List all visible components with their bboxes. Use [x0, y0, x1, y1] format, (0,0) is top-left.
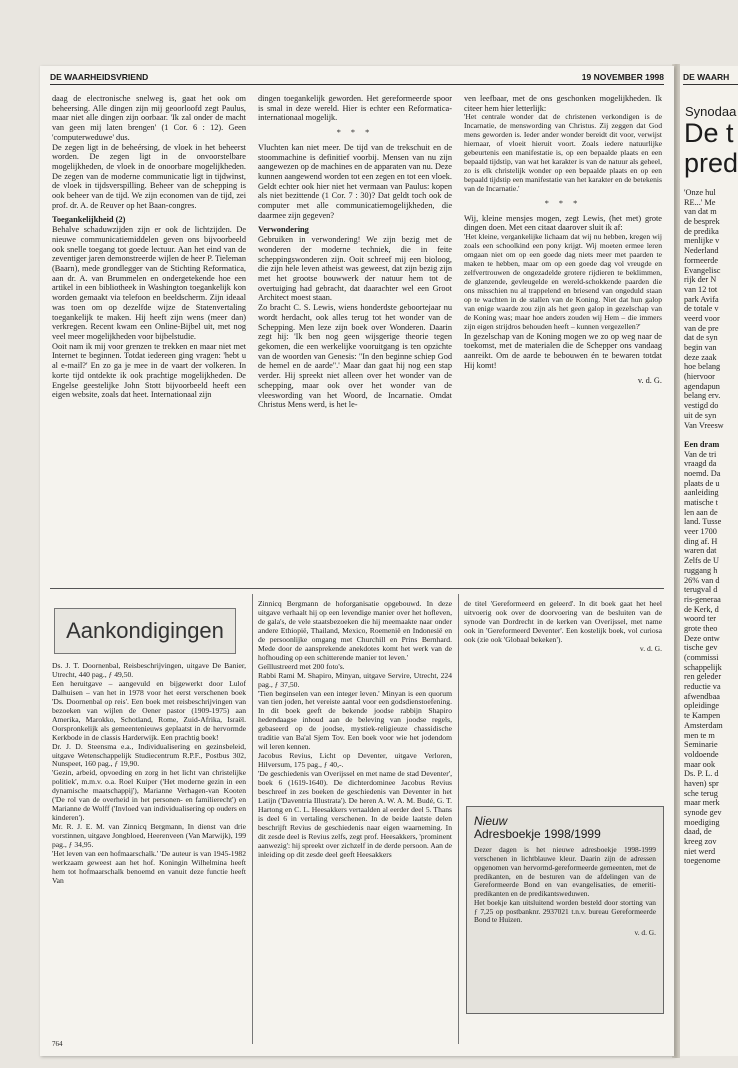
adjacent-text-line: synode gev: [684, 808, 722, 817]
paragraph: ven leefbaar, met de ons geschonken mogelijkheden. Ik citeer hem hier letterlijk:: [464, 94, 662, 113]
adjacent-text-line: Deze ontw: [684, 633, 720, 643]
adjacent-text-line: 'Onze hul: [684, 188, 716, 197]
issue-date: 19 NOVEMBER 1998: [581, 72, 664, 82]
adjacent-text-line: de Kerk, d: [684, 604, 719, 614]
paragraph: daag de electronische snelweg is, gaat het ook om beheersing. Alle dingen zijn mij geoorloofd zegt Paulus, maar niet alle dingen zijn oorbaar. 'Ik zal onder de macht van geen mij laten brengen' (1 Cor. 6 : 12). Geen 'computerweduwe' dus.: [52, 94, 246, 142]
adjacent-text-line: belang erv.: [684, 391, 721, 401]
adjacent-text-line: RE...' Me: [684, 197, 716, 207]
adjacent-text: [684, 188, 738, 866]
adjacent-text-line: Seminarie: [684, 740, 718, 750]
adjacent-text-line: van de pre: [684, 323, 719, 333]
adjacent-text-line: dat de syn: [684, 333, 718, 343]
announcement-item: 'Gezin, arbeid, opvoeding en zorg in het licht van christelijke politiek', m.m.v. o.a. Roel Kuiper ('Het moderne gezin in een dynamische maatschappij'), Marianne Verhagen-van Kooten ('De rol van de overheid in het personen- en familierecht') en Marianne de Wolff ('Invloed van individualisering op ouders en kinderen').: [52, 768, 246, 823]
announcements-column-3: [464, 600, 662, 750]
adjacent-text-line: formeerde: [684, 255, 719, 265]
block-quote: 'Het centrale wonder dat de christenen verkondigen is de Incarnatie, de menswording van Christus. Zij zeggen dat God mens geworden is. Ieder ander wonder bereidt dit voor, verwijst hiernaar, of vloeit hieruit voort. Zoals iedere natuurlijke gebeurtenis een manifestatie is, op een bepaalde plaats en een bepaald tijdstip, van wat het karakter is van de natuur als geheel, zo is elk christelijk wonder op een bepaalde plaats en op een bepaald tijdstip een manifestatie van het karakter en de betekenis van de Incarnatie.': [464, 112, 662, 194]
column-rule: [458, 594, 459, 1044]
adjacent-text-line: Evangelisc: [684, 265, 721, 275]
adjacent-text-line: reductie va: [684, 682, 721, 692]
adjacent-text-line: veer 1700: [684, 527, 717, 537]
adjacent-text-line: woord ter: [684, 614, 717, 624]
adjacent-text-line: sche terug: [684, 788, 718, 798]
adjacent-text-line: len aan de: [684, 507, 718, 517]
adjacent-text-line: haven) spr: [684, 778, 719, 788]
adjacent-header: DE WAARH: [683, 72, 738, 85]
block-quote: 'Het kleine, vergankelijke lichaam dat wij nu hebben, kregen wij zoals een schoolkind een pony krijgt. Wij moeten ermee leren omgaan niet om op een goede dag niets meer met paarden te maken te hebben, maar om op een goede dag vol vreugde en zelfvertrouwen de ongezadelde grotere rijdieren te beklimmen, de glanzende, gevleugelde en wereld-schokkende paarden die ons misschien nu al trappelend en briesend van ongeduld staan op te wachten in de stallen van de Koning. Niet dat hun galop van enige waarde zou zijn als het geen galop in gezelschap van de Koning was; maar hoe anders zouden wij Hem – die immers zijn eigen strijdros behouden heeft – kunnen vergezellen?': [464, 232, 662, 331]
adjacent-text-line: [684, 430, 738, 440]
adjacent-page: [680, 66, 738, 1056]
adresboekje-notice-box: [466, 806, 664, 1014]
adjacent-text-line: Van Vreesw: [684, 420, 724, 430]
paragraph: Wij, kleine mensjes mogen, zegt Lewis, (het met) grote dingen doen. Met een citaat daarover sluit ik af:: [464, 213, 662, 233]
adjacent-text-line: van dat m: [684, 207, 717, 217]
announcement-item: 'Het leven van een hofmaarschalk.' 'De auteur is van 1945-1982 werkzaam geweest aan het hof. Koningin Wilhelmina heeft hem tot hofmaarschalk benoemd en vanuit deze functie heeft Van: [52, 849, 246, 885]
page-number: 764: [52, 1040, 63, 1048]
adjacent-text-line: Van de tri: [684, 449, 717, 459]
adjacent-text-line: schappelijk: [684, 662, 722, 672]
adjacent-text-line: opleidinge: [684, 701, 720, 711]
paragraph: De zegen ligt in de beheérsing, de vloek in het beheerst worden. De zegen ligt in de onvoorstelbare mogelijkheden, de vloek in de onoorbare mogelijkheden. De zegen van de moderne communicatie ligt in tijdwinst, de vloek in tijdsverspilling. Beheer van de schepping is ook beheer van de tijd. We zijn economen van de tijd, zei prof. dr. A. de Reuver op het Baan-congres.: [52, 142, 246, 210]
paragraph: In gezelschap van de Koning mogen we zo op weg naar de toekomst, met de materialen die de Schepper ons vandaag aanreikt. Om de aarde te bebouwen én te bewaren totdat Hij komt!: [464, 331, 662, 370]
notice-text: Het boekje kan uitsluitend worden besteld door storting van ƒ 7,25 op postbanknr. 2937021 t.n.v. bureau Gereformeerde Bond te Huizen.: [474, 897, 656, 925]
adjacent-text-line: waren dat: [684, 546, 717, 556]
announcement-item: de titel 'Gereformeerd en geleerd'. In dit boek gaat het heel uitvoerig ook over de doorvoering van de besluiten van de synode van Dordrecht in de kerken van Overijssel, met name ook in 'Gereformeerd Deventer'. Een kostelijk boek, vol curiosa ook (zie ook 'Globaal bekeken').: [464, 600, 662, 644]
author-signature: v. d. G.: [634, 927, 656, 937]
publication-name: DE WAARHEIDSVRIEND: [50, 72, 149, 82]
adjacent-text-line: park Avifa: [684, 294, 719, 304]
paragraph: Vluchten kan niet meer. De tijd van de trekschuit en de stoommachine is definitief voorbij. Mensen van nu zijn aangewezen op de machines en de apparaten van nu. Deze kunnen aangewend worden tot een zegen en tot een vloek. Geldt echter ook hier niet het vermaan van Paulus: kopen als niet bezittende (1 Cor. 7 : 30)? Dat geldt toch ook de computer met alle communicatiemogelijkheden, die daarmee zijn gegeven?: [258, 142, 452, 220]
notice-text: Dezer dagen is het nieuwe adresboekje 1998-1999 verschenen in lichtblauwe kleur. Daarin zijn de adressen opgenomen van hervormd-gereformeerde gemeenten, met de predikanten, en de besturen van de afdelingen van de Gereformeerde Bond en van evangelisaties, de emeriti-predikanten en de predikantsweduwen.: [474, 845, 656, 899]
adjacent-text-line: vestigd do: [684, 401, 719, 411]
adjacent-text-line: de totale v: [684, 304, 719, 314]
adjacent-title-line: De t: [684, 118, 734, 148]
announcements-column-2: [258, 600, 452, 1020]
adjacent-text-line: tische gev: [684, 643, 718, 653]
adjacent-text-line: veerd voor: [684, 313, 720, 323]
announcement-item: Ds. J. T. Doornenbal, Reisbeschrijvingen, uitgave De Banier, Utrecht, 440 pag., ƒ 49,50.: [52, 662, 246, 679]
adjacent-text-line: noemd. Da: [684, 468, 721, 478]
adjacent-kicker: Synodaa: [685, 104, 737, 119]
notice-title: Adresboekje 1998/1999: [474, 827, 601, 842]
column-rule: [252, 594, 253, 1044]
article-column-1: [52, 94, 246, 584]
adjacent-text-line: land. Tusse: [684, 517, 722, 527]
adjacent-text-line: deze zaak: [684, 352, 717, 362]
adjacent-text-line: vraagd da: [684, 459, 717, 469]
adjacent-text-line: ris-generaa: [684, 594, 721, 604]
adjacent-text-line: moediging: [684, 817, 720, 827]
adjacent-text-line: niet werd: [684, 846, 716, 856]
adjacent-text-line: ren geleder: [684, 672, 722, 682]
adjacent-text-line: maar ook: [684, 759, 716, 769]
announcement-item: Jacobus Revius, Licht op Deventer, uitgave Verloren, Hilversum, 175 pag., ƒ 40,-.: [258, 751, 452, 770]
adjacent-text-line: matische t: [684, 498, 718, 507]
adjacent-text-line: de besprek: [684, 217, 720, 227]
adjacent-text-line: begin van: [684, 343, 717, 352]
adjacent-text-line: (hiervoor: [684, 372, 715, 382]
adjacent-text-line: daad, de: [684, 827, 712, 837]
adjacent-text-line: van 12 tot: [684, 284, 718, 294]
adjacent-text-line: plaats de u: [684, 478, 720, 488]
adjacent-text-line: te Kampen: [684, 711, 721, 721]
adjacent-text-line: terugval d: [684, 585, 718, 595]
announcement-item: Rabbi Rami M. Shapiro, Minyan, uitgave Servire, Utrecht, 224 pag., ƒ 37,50.: [258, 670, 452, 689]
adjacent-text-line: ding af. H: [684, 536, 718, 546]
adjacent-text-line: ruggang h: [684, 565, 718, 575]
adjacent-text-line: Ds. P. L. d: [684, 769, 719, 779]
section-divider: * * *: [544, 198, 582, 208]
adjacent-text-line: voldoende: [684, 749, 719, 759]
article-column-3: [464, 94, 662, 584]
announcements-column-1: [52, 662, 246, 1042]
article-column-2: [258, 94, 452, 584]
announcements-heading: Aankondigingen: [54, 608, 236, 654]
adjacent-text-line: aanleiding: [684, 488, 719, 498]
adjacent-text-line: afwendbaa: [684, 691, 720, 701]
subheading: Toegankelijkheid (2): [52, 215, 126, 225]
adjacent-text-line: toegenome: [684, 856, 721, 866]
adjacent-title-line: pred: [684, 148, 738, 179]
section-rule: [50, 588, 664, 589]
adjacent-text-line: Zelfs de U: [684, 556, 720, 566]
adjacent-text-line: menlijke v: [684, 236, 720, 246]
newspaper-page: [40, 66, 674, 1056]
author-signature: v. d. G.: [637, 376, 662, 386]
announcement-item: 'De geschiedenis van Overijssel en met name de stad Deventer', boek 6 (1619-1640). De dichterdominee Jacobus Revius beschreef in zes boeken de geschiedenis van Deventer in het Latijn ('Daventria Illustrata'). De heren A. W. A. M. Budé, G. T. Hartong en C. L. Heesakkers vertaalden al eerder deel 5. Thans is deel 6 in vertaling verschenen. In de beide laatste delen beschrijft Revius de geschiedenis naar eigen waarneming. In dit zesde deel is Revius zelfs, zegt prof. Heesakkers, 'prominent aanwezig': hij spreekt over zichzelf in de derde persoon. Aan de inleiding op dit zesde deel geeft Heesakkers: [258, 769, 452, 859]
paragraph: dingen toegankelijk geworden. Het gereformeerde spoor is smal in deze wereld. Hier is echter een Reformatica-internationaal mogelijk.: [258, 94, 452, 123]
paragraph: Ooit nam ik mij voor grenzen te trekken en maar niet met Internet te beginnen. Totdat iedereen ging vragen: 'hebt u al e-mail?' En zo ga je mee in de vaart der volkeren. In korte tijd ontdekte ik ook prachtige mogelijkheden. De Engelse geestelijke John Stott bijvoorbeeld heeft een eigen website, zoals dat heet. Internationaal zijn: [52, 341, 246, 400]
notice-kicker: Nieuw: [474, 814, 508, 828]
adjacent-text-line: (commissi: [684, 653, 719, 662]
announcement-item: Een heruitgave – aangevuld en bijgewerkt door Lulof Dalhuisen – van het in 1978 voor het eerst verschenen boek 'Ds. Doornenbal op reis'. Een boek met reisbeschrijvingen van bezoeken van wijlen de Oener pastor (1909-1975) aan Amerika, Marokko, Schotland, Rome, Zuid-Afrika, Israël. Oorspronkelijk als gemeentenieuws geplaatst in de hervormde Kerkbode in de classis Harderwijk. Een prachtig boek!: [52, 678, 246, 742]
running-header: [50, 72, 664, 85]
adjacent-text-line: men te m: [684, 730, 715, 740]
section-divider: * * *: [336, 128, 374, 138]
announcement-item: Dr. J. D. Steensma e.a., Individualisering en gezinsbeleid, uitgave Wetenschappelijk Studiecentrum R.P.F., Postbus 302, Nunspeet, 160 pag., ƒ 19,90.: [52, 741, 246, 769]
author-signature: v. d. G.: [639, 643, 662, 653]
adjacent-text-line: de predika: [684, 226, 719, 236]
announcement-item: Geïllustreerd met 200 foto's.: [258, 661, 345, 671]
adjacent-text-line: kreeg zov: [684, 837, 717, 847]
adjacent-text-line: grote theo: [684, 623, 718, 633]
adjacent-text-line: maar merk: [684, 798, 720, 808]
adjacent-text-line: rijk der N: [684, 275, 717, 285]
adjacent-text-line: Een dram: [684, 439, 720, 449]
adjacent-title: [684, 118, 738, 178]
announcement-item: Zinnicq Bergmann de hoforganisatie opgebouwd. In deze uitgave verhaalt hij op een levendige manier over het hofleven, de gala's, de vele staatsbezoeken die hij meemaakte naar onder andere Ethiopië, Thailand, Mexico, Roemenië en Indonesië en de persoonlijke omgang met Churchill en Prins Bernhard. Mede door de aansprekende anekdotes komt het werk van de hofhouding op een schitterende manier tot leven.': [258, 600, 452, 662]
adjacent-text-line: hoe belang: [684, 362, 721, 372]
paragraph: Zo bracht C. S. Lewis, wiens honderdste geboortejaar nu wordt herdacht, ook alles terug tot het wonder van de Schepping. Men leze zijn boek over Wonderen. Daarin zegt hij: 'Ik ben nog geen wijsgerige theorie tegen gekomen, die een werkelijke vooruitgang is ten opzichte van de woorden van Genesis: "In den beginne schiep God de hemel en de aarde".' Maar dan gaat hij nog een stap verder. Hij spreekt niet alleen over het wonder van de schepping, maar ook over het wonder van de vleeswording van het Woord, de Incarnatie. Omdat Christus Mens werd, is het le-: [258, 303, 452, 410]
subheading: Verwondering: [258, 225, 309, 235]
adjacent-text-line: Amsterdam: [684, 720, 723, 730]
paragraph: Behalve schaduwzijden zijn er ook de lichtzijden. De nieuwe communicatiemiddelen geven ons bijvoorbeeld ook snelle toegang tot goede lectuur. Aan het eind van de zeventiger jaren demonstreerde wijlen de heer P. Tieleman (Baarn), mede grondlegger van de Stichting Reformatica, aan dr. A. van Brummelen en ondergetekende hoe een artikel in een bibliotheek in Washington toegankelijk kon worden gemaakt via telefoon en beeldscherm. Zijn ideaal was toen om op dezelfde wijze de Statenvertaling toegankelijk te maken. Hij heeft zijn wens (meer dan) verkregen. Recent kwam een Online-Bijbel uit, met nog veel meer mogelijkheden voor bijbelstudie.: [52, 225, 246, 341]
paragraph: Gebruiken in verwondering! We zijn bezig met de wonderen der moderne techniek, die in feite scheppingswonderen zijn. Ooit schreef mij een bioloog, die zijn hele leven atheist was geweest, dat zijn bezig zijn met het grootse bouwwerk der natuur hem tot de overtuiging had gebracht, dat daarachter wel een Groot Architect moest staan.: [258, 235, 452, 303]
adjacent-text-line: uit de syn: [684, 410, 717, 420]
adjacent-text-line: agendapun: [684, 381, 720, 391]
announcement-item: 'Tien beginselen van een integer leven.' Minyan is een quorum van tien joden, het vereiste aantal voor een godsdienstoefening. In dit boek geeft de bekende joodse rabbijn Shapiro hedendaagse inhoud aan de beleving van joodse regels, gebaseerd op de joodse, mystiek-religieuze chassidische traditie van Ba'al Sjem Tov. Een boek voor wie het jodendom wil leren kennen.: [258, 688, 452, 752]
adjacent-text-line: 26% van d: [684, 575, 720, 585]
adjacent-text-line: Nederland: [684, 246, 719, 256]
announcement-item: Mr. R. J. E. M. van Zinnicq Bergmann, In dienst van drie vorstinnen, uitgave Jongbloed, Heerenveen (Van Marwijk), 199 pag., ƒ 34,95.: [52, 822, 246, 850]
